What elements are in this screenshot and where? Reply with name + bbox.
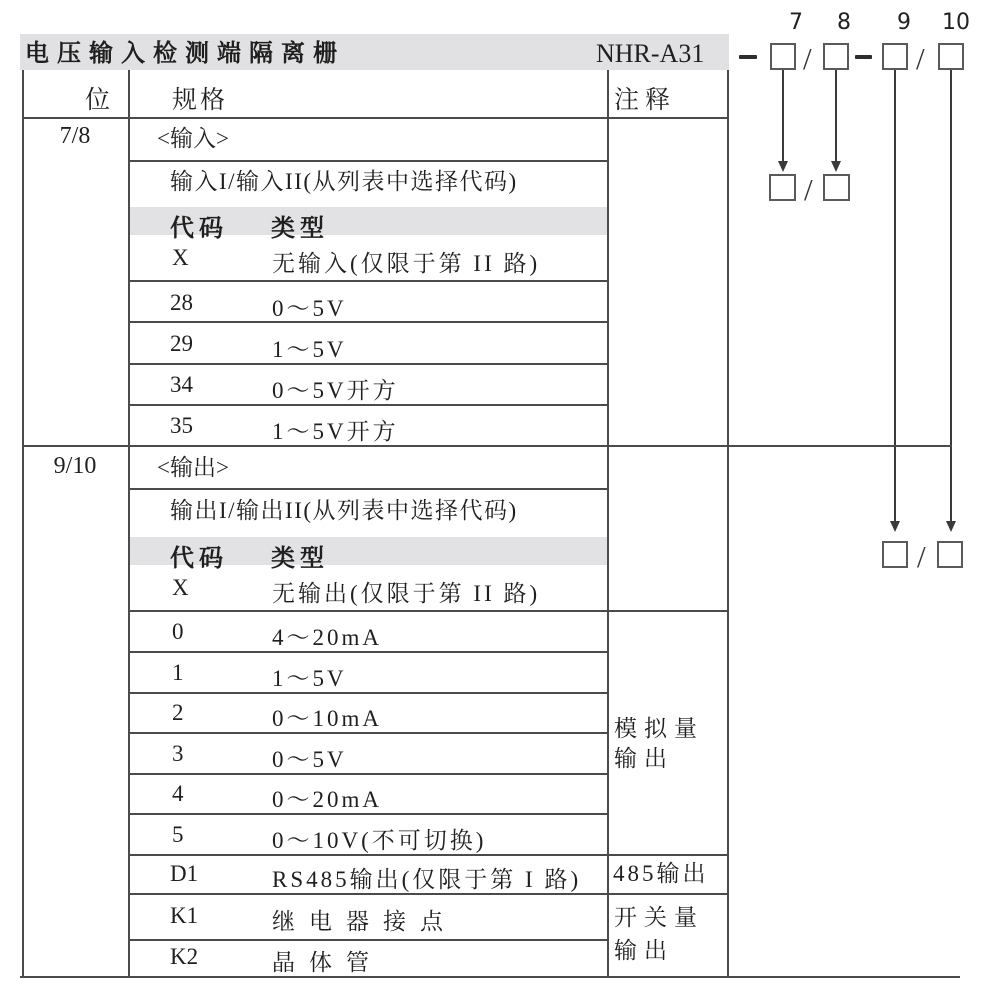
- arrow-head-10-icon: [946, 521, 956, 532]
- input-row-type: 1～5V: [272, 337, 347, 362]
- arrow-line-7: [782, 70, 784, 162]
- output-row-type: 无输出(仅限于第 II 路): [272, 581, 541, 606]
- output-code-label: 代码: [170, 546, 228, 572]
- note-analog-line1: 模拟量: [614, 716, 704, 741]
- output-row-code: 4: [172, 781, 184, 806]
- row-border-28: [128, 321, 608, 323]
- input-row-code: 35: [170, 413, 193, 438]
- value-box-910-2: [937, 541, 963, 568]
- table-right-border: [727, 70, 729, 978]
- output-row-type: 1～5V: [272, 666, 347, 691]
- table-bottom-border: [20, 976, 960, 978]
- input-row-code: X: [172, 245, 189, 270]
- order-box-10: [938, 43, 964, 70]
- output-row-code: K1: [170, 903, 199, 928]
- column-header-note: 注释: [614, 87, 677, 114]
- dash-separator-2: [855, 55, 872, 59]
- input-type-label: 类型: [271, 216, 329, 242]
- digit-label-10: 10: [942, 10, 970, 35]
- arrow-line-8: [835, 70, 837, 162]
- section-divider: [22, 445, 952, 447]
- arrow-head-8-icon: [831, 161, 841, 172]
- input-code-label: 代码: [170, 216, 228, 242]
- output-type-label: 类型: [271, 546, 329, 572]
- note-switch-line1: 开关量: [614, 905, 704, 930]
- output-row-code: K2: [170, 944, 199, 969]
- input-row-type: 1～5V开方: [272, 419, 399, 444]
- output-section-subtitle: 输出I/输出II(从列表中选择代码): [170, 498, 518, 523]
- output-row-type: 0～10mA: [272, 706, 382, 731]
- output-row-code: D1: [170, 861, 199, 886]
- value-box-910-1: [882, 541, 908, 568]
- output-row-code: 3: [172, 741, 184, 766]
- digit-label-9: 9: [897, 10, 911, 35]
- output-row-type: 0～20mA: [272, 787, 382, 812]
- input-section-subtitle: 输入I/输入II(从列表中选择代码): [170, 169, 518, 194]
- output-row-type: RS485输出(仅限于第 I 路): [272, 867, 582, 892]
- header-row-border: [22, 117, 729, 119]
- arrow-head-7-icon: [778, 161, 788, 172]
- note-switch-output: [614, 901, 704, 967]
- row-border-1: [128, 692, 608, 694]
- page-title: 电压输入检测端隔离栅: [25, 41, 345, 67]
- row-border-x2: [128, 610, 729, 612]
- arrow-head-9-icon: [890, 521, 900, 532]
- output-row-type: 4～20mA: [272, 625, 382, 650]
- input-row-type: 0～5V开方: [272, 378, 399, 403]
- output-row-code: 0: [172, 619, 184, 644]
- position-label-78: 7/8: [59, 123, 91, 149]
- row-border-k1: [128, 939, 608, 941]
- slash-separator-2: /: [916, 41, 925, 76]
- value-box-78-2: [823, 174, 850, 201]
- order-box-8: [823, 43, 849, 70]
- output-section-title: <输出>: [157, 455, 229, 480]
- output-row-code: X: [172, 575, 189, 600]
- order-box-9: [882, 43, 908, 70]
- output-row-code: 1: [172, 660, 184, 685]
- row-border-x1: [128, 280, 608, 282]
- output-row-code: 5: [172, 822, 184, 847]
- arrow-line-10: [950, 70, 952, 522]
- column-header-spec: 规格: [172, 87, 229, 114]
- output-row-code: 2: [172, 700, 184, 725]
- input-row-code: 29: [170, 331, 193, 356]
- input-section-title: <输入>: [157, 126, 229, 151]
- digit-label-8: 8: [837, 10, 851, 35]
- column-header-position: 位: [85, 87, 111, 114]
- row-border-29: [128, 363, 608, 365]
- output-row-type: 0～5V: [272, 747, 347, 772]
- note-column-divider: [607, 70, 609, 978]
- input-row-code: 28: [170, 290, 193, 315]
- note-analog-output: [614, 714, 704, 774]
- input-row-type: 无输入(仅限于第 II 路): [272, 251, 541, 276]
- note-analog-line2: 输出: [614, 746, 674, 771]
- slash-separator-3: /: [804, 172, 813, 207]
- digit-label-7: 7: [789, 10, 803, 35]
- row-border-3: [128, 773, 608, 775]
- value-box-78-1: [769, 174, 796, 201]
- row-border-input-title: [128, 160, 608, 162]
- input-row-type: 0～5V: [272, 296, 347, 321]
- note-switch-line2: 输出: [614, 938, 674, 963]
- output-row-type: 继电器接点: [272, 909, 457, 934]
- order-box-7: [770, 43, 796, 70]
- position-label-910: 9/10: [53, 453, 97, 479]
- output-row-type: 0～10V(不可切换): [272, 828, 487, 853]
- slash-separator-1: /: [803, 41, 812, 76]
- arrow-line-9: [894, 70, 896, 522]
- dash-separator-1: [739, 55, 757, 59]
- row-border-output-title: [128, 488, 608, 490]
- model-number: NHR-A31: [596, 39, 705, 68]
- input-row-code: 34: [170, 372, 193, 397]
- output-row-type: 晶体管: [272, 950, 383, 975]
- table-left-border: [22, 70, 24, 978]
- slash-separator-4: /: [917, 539, 926, 574]
- note-rs485-output: 485输出: [613, 861, 709, 886]
